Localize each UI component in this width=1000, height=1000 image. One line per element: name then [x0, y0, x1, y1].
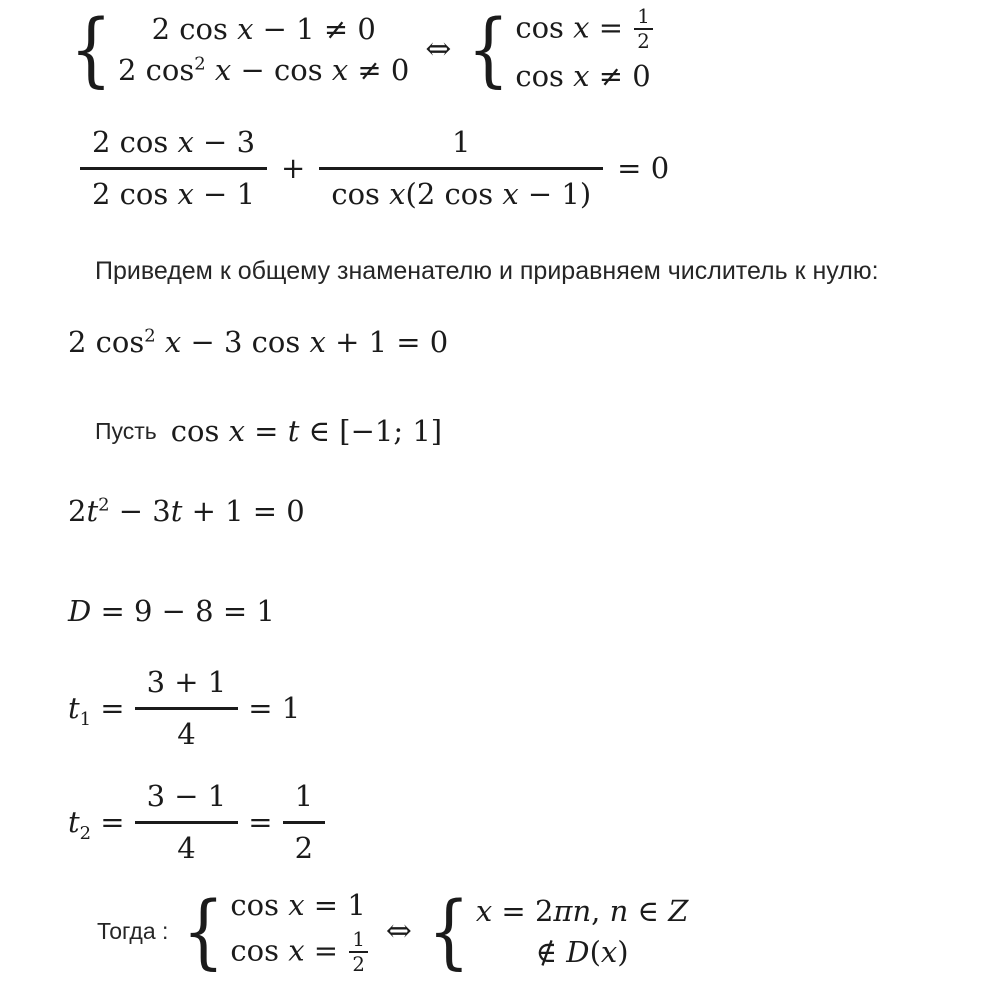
paragraph-common-denominator: Приведем к общему знаменателю и приравняем числитель к нулю: — [95, 257, 879, 285]
equation-line: cos x = 1 — [230, 888, 366, 922]
equation-line: x = 2πn, n ∈ Z — [475, 893, 689, 928]
equation-fraction-sum — [70, 126, 673, 212]
system-lines — [515, 6, 654, 93]
then-label: Тогда : — [97, 918, 169, 945]
fraction-numerator: 3 − 1 — [135, 780, 239, 824]
fraction-right — [319, 126, 603, 212]
fraction-denominator: cos x(2 cos x − 1) — [331, 177, 592, 212]
system-lines — [230, 888, 369, 975]
left-system — [70, 2, 410, 97]
t1-lhs: $t_1$ = — [68, 691, 125, 731]
iff-arrow: ⇔ — [385, 913, 412, 950]
equation-root-t2 — [68, 780, 335, 866]
right-brace: { — [467, 2, 510, 97]
t1-rhs: = 1 — [248, 691, 301, 726]
equation-discriminant: D = 9 − 8 = 1 — [68, 594, 275, 628]
t1-fraction — [135, 666, 239, 752]
equals-zero: = 0 — [617, 151, 670, 186]
equation-domain-conditions — [70, 2, 655, 97]
equals-operator: = — [248, 805, 273, 840]
equation-line: cos x = $\frac{1}{2}$ — [515, 6, 654, 53]
t2-lhs: $t_2$ = — [68, 805, 125, 845]
fraction-denominator: 2 — [294, 831, 314, 866]
fraction-left — [80, 126, 267, 212]
left-brace: { — [70, 2, 112, 97]
let-label: Пусть — [95, 417, 157, 444]
fraction-denominator: 4 — [177, 831, 196, 866]
right-system — [427, 884, 689, 979]
equation-line: cos x ≠ 0 — [515, 58, 651, 93]
equation-root-t1 — [68, 666, 300, 752]
equation-line: cos x = $\frac{1}{2}$ — [230, 929, 369, 976]
equation-line: 2 cos x − 1 ≠ 0 — [151, 11, 376, 46]
equation-quadratic-cos: 2 $\cos^2 x - 3$ cos x + 1 = 0 — [68, 325, 449, 359]
system-lines — [118, 12, 409, 88]
fraction-denominator: 4 — [177, 717, 196, 752]
substitution-math: cos x = t ∈ [−1; 1] — [170, 414, 443, 448]
iff-arrow: ⇔ — [425, 31, 452, 68]
substitution-statement — [95, 414, 442, 449]
t2-result-fraction — [283, 780, 325, 866]
equation-quadratic-t: $2t^2 - 3t + 1 = 0$ — [68, 494, 305, 528]
fraction-denominator: 2 cos x − 1 — [92, 177, 256, 212]
final-answer — [97, 884, 689, 979]
fraction-numerator: 1 — [319, 126, 603, 170]
fraction-numerator: 3 + 1 — [135, 666, 239, 710]
left-brace: { — [182, 884, 225, 979]
right-system — [467, 2, 654, 97]
right-brace: { — [427, 884, 470, 979]
t2-fraction — [135, 780, 239, 866]
fraction-numerator: 2 cos x − 3 — [80, 126, 267, 170]
left-system — [182, 884, 369, 979]
equation-line: ∉ D(x) — [535, 934, 629, 969]
fraction-numerator: 1 — [283, 780, 325, 824]
system-lines — [476, 894, 688, 970]
plus-operator: + — [281, 151, 306, 186]
equation-line: 2 $\cos^2 x - \cos x \ne 0$ — [118, 52, 410, 87]
